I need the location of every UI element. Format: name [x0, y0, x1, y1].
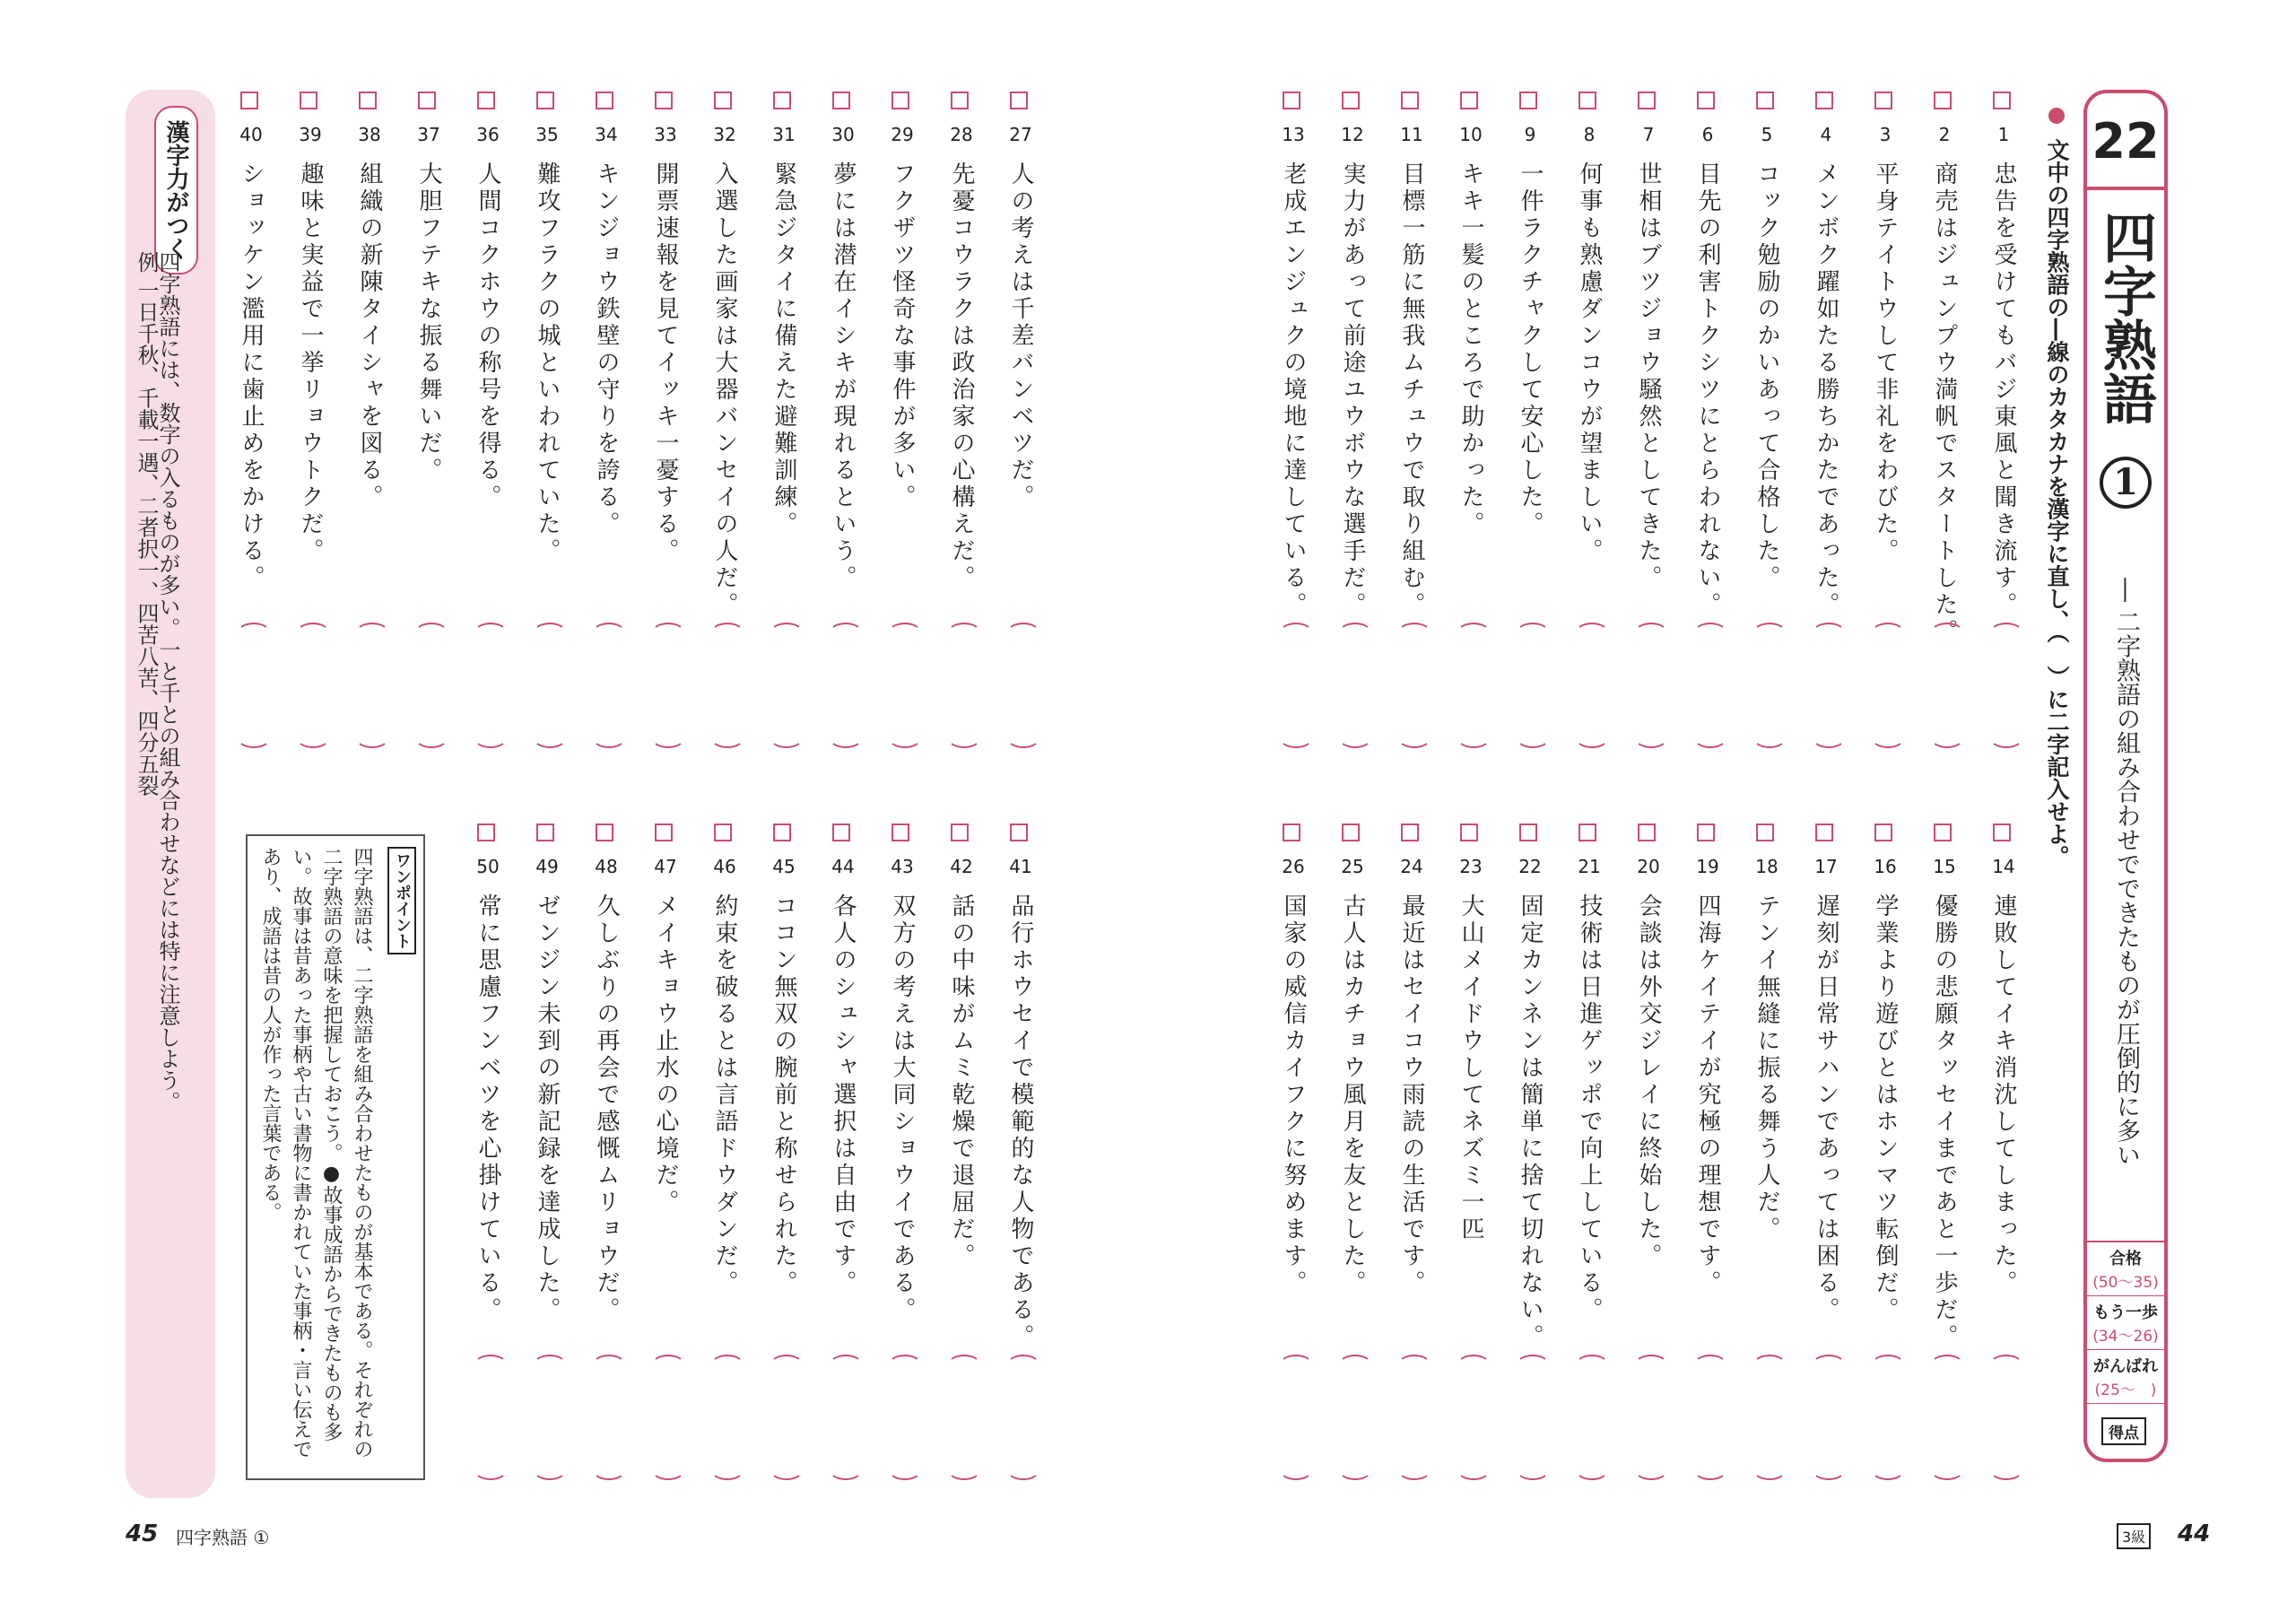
answer-blank[interactable]	[1629, 1355, 1668, 1480]
checkbox[interactable]	[1815, 824, 1833, 841]
score-row	[2087, 1350, 2164, 1404]
score-label: もう一歩	[2093, 1303, 2158, 1322]
level-badge: 3級	[2117, 1523, 2151, 1549]
checkbox[interactable]	[1460, 824, 1478, 841]
question-text: 実力があって前途ユウボウな選手だ。	[1339, 161, 1366, 619]
right-page	[1148, 0, 2296, 1621]
unit-subtitle: ― 二字熟語の組み合わせでできたものが圧倒的に多い	[2112, 578, 2140, 1167]
question-number: 34	[595, 124, 618, 145]
answer-blank[interactable]	[1001, 1355, 1040, 1480]
score-range: (25〜 )	[2094, 1381, 2157, 1399]
question-text: 目先の利害トクシツにとらわれない。	[1694, 161, 1721, 619]
checkbox[interactable]	[477, 92, 495, 109]
checkbox[interactable]	[1756, 824, 1774, 841]
question-text: 最近はセイコウ雨読の生活です。	[1398, 893, 1425, 1297]
answer-blank[interactable]	[587, 1355, 626, 1480]
question-number: 10	[1459, 124, 1483, 145]
checkbox[interactable]	[1993, 824, 2011, 841]
sidebar-body: 四字熟語には、数字の入るものが多い。一と千との組み合わせなどには特に注意しよう。	[155, 251, 180, 1112]
question-item	[1333, 824, 1372, 1505]
checkbox[interactable]	[1283, 92, 1300, 109]
question-item	[1806, 824, 1846, 1505]
question-number: 13	[1282, 124, 1305, 145]
question-number: 9	[1524, 124, 1536, 145]
question-number: 1	[1997, 124, 2010, 145]
question-number: 39	[299, 124, 322, 145]
answer-blank[interactable]	[1001, 623, 1040, 748]
question-item	[883, 824, 922, 1505]
checkbox[interactable]	[655, 824, 673, 841]
score-field-label: 得点	[2101, 1417, 2146, 1445]
question-text: 何事も熟慮ダンコウが望ましい。	[1576, 161, 1603, 565]
checkbox[interactable]	[1638, 824, 1656, 841]
question-item	[1984, 92, 2023, 773]
checkbox[interactable]	[359, 92, 377, 109]
question-item	[1510, 92, 1550, 773]
answer-blank[interactable]	[883, 623, 922, 748]
question-text: 学業より遊びとはホンマツ転倒だ。	[1872, 893, 1899, 1324]
answer-blank[interactable]	[1984, 1355, 2023, 1480]
checkbox[interactable]	[1934, 824, 1952, 841]
question-item	[764, 824, 804, 1505]
answer-blank[interactable]	[1747, 623, 1787, 748]
checkbox[interactable]	[951, 92, 969, 109]
page-label-left: 四字熟語 ①	[176, 1527, 270, 1548]
question-number: 33	[654, 124, 677, 145]
question-item	[587, 92, 626, 773]
question-number: 18	[1755, 856, 1779, 877]
instruction-text: 文中の四字熟語の―線のカタカナを漢字に直し、（ ）に二字記入せよ。	[2044, 138, 2070, 868]
checkbox[interactable]	[1519, 824, 1537, 841]
question-text: 目標一筋に無我ムチュウで取り組む。	[1398, 161, 1425, 619]
question-number: 29	[891, 124, 914, 145]
question-item	[705, 92, 744, 773]
checkbox[interactable]	[1874, 824, 1892, 841]
answer-blank[interactable]	[1570, 1355, 1609, 1480]
checkbox[interactable]	[596, 824, 613, 841]
question-number: 26	[1282, 856, 1305, 877]
question-item	[1001, 92, 1040, 773]
question-number: 35	[535, 124, 559, 145]
page-number-right: 44	[2178, 1521, 2211, 1547]
question-text: 難攻フラクの城といわれていた。	[534, 161, 561, 565]
question-number: 5	[1761, 124, 1773, 145]
checkbox[interactable]	[1283, 824, 1300, 841]
answer-blank[interactable]	[350, 623, 389, 748]
question-text: 平身テイトウして非礼をわびた。	[1872, 161, 1899, 565]
question-text: メイキョウ止水の心境だ。	[652, 893, 679, 1216]
question-text: 人の考えは千差バンベツだ。	[1007, 161, 1034, 511]
question-number: 17	[1814, 856, 1838, 877]
question-number: 30	[831, 124, 855, 145]
onepoint-body: 四字熟語は、二字熟語を組み合わせたものが基本である。それぞれの二字熟語の意味を把握しておこう。●故事成語からできたものも多い。故事は昔あった事柄や古い書物に書かれていた事柄・言い伝えであり、成語は昔の人が作った言葉である。	[259, 847, 373, 1459]
question-text: ゼンジン未到の新記録を達成した。	[534, 893, 561, 1324]
answer-blank[interactable]	[764, 1355, 804, 1480]
question-number: 20	[1637, 856, 1660, 877]
answer-blank[interactable]	[1747, 1355, 1787, 1480]
question-number: 47	[654, 856, 677, 877]
checkbox[interactable]	[1460, 92, 1478, 109]
question-text: 大胆フテキな振る舞いだ。	[415, 161, 442, 484]
question-text: 約束を破るとは言語ドウダンだ。	[711, 893, 738, 1297]
answer-blank[interactable]	[1925, 623, 1964, 748]
question-item	[527, 824, 567, 1505]
answer-blank[interactable]	[1274, 1355, 1313, 1480]
checkbox[interactable]	[1342, 824, 1360, 841]
question-text: 古人はカチョウ風月を友とした。	[1339, 893, 1366, 1297]
instruction	[2039, 108, 2074, 867]
checkbox[interactable]	[1578, 824, 1596, 841]
score-row	[2087, 1296, 2164, 1350]
question-number: 16	[1874, 856, 1897, 877]
question-text: 世相はブツジョウ騒然としてきた。	[1635, 161, 1662, 592]
question-text: コック勉励のかいあって合格した。	[1753, 161, 1780, 592]
question-item	[705, 824, 744, 1505]
question-number: 3	[1879, 124, 1892, 145]
checkbox[interactable]	[1519, 92, 1537, 109]
question-number: 12	[1341, 124, 1364, 145]
question-text: 開票速報を見てイッキ一憂する。	[652, 161, 679, 565]
question-text: 国家の威信カイフクに努めます。	[1280, 893, 1307, 1297]
checkbox[interactable]	[536, 824, 554, 841]
checkbox[interactable]	[951, 824, 969, 841]
question-item	[1925, 92, 1964, 773]
question-item	[1333, 92, 1372, 773]
question-number: 38	[358, 124, 381, 145]
question-number: 6	[1701, 124, 1714, 145]
answer-blank[interactable]	[823, 623, 863, 748]
score-table	[2087, 1241, 2164, 1404]
checkbox[interactable]	[596, 92, 613, 109]
checkbox[interactable]	[536, 92, 554, 109]
question-number: 22	[1518, 856, 1542, 877]
answer-blank[interactable]	[1806, 1355, 1846, 1480]
answer-blank[interactable]	[646, 1355, 685, 1480]
question-item	[527, 92, 567, 773]
checkbox[interactable]	[240, 92, 258, 109]
question-item	[1392, 824, 1431, 1505]
answer-blank[interactable]	[1510, 1355, 1550, 1480]
answer-blank[interactable]	[823, 1355, 863, 1480]
answer-blank[interactable]	[1866, 1355, 1905, 1480]
question-number: 28	[950, 124, 973, 145]
answer-blank[interactable]	[942, 1355, 981, 1480]
question-number: 25	[1341, 856, 1364, 877]
question-number: 36	[476, 124, 500, 145]
question-text: 組織の新陳タイシャを図る。	[356, 161, 383, 511]
question-number: 37	[417, 124, 440, 145]
question-text: メンボク躍如たる勝ちかたであった。	[1813, 161, 1839, 619]
question-text: 四海ケイテイが究極の理想です。	[1694, 893, 1721, 1297]
question-number: 48	[595, 856, 618, 877]
checkbox[interactable]	[1342, 92, 1360, 109]
answer-blank[interactable]	[1806, 623, 1846, 748]
checkbox[interactable]	[655, 92, 673, 109]
page-number-left: 45	[126, 1521, 159, 1547]
question-text: 老成エンジュクの境地に達している。	[1280, 161, 1307, 619]
checkbox[interactable]	[418, 92, 436, 109]
bullet-icon	[2048, 108, 2065, 124]
question-number: 31	[772, 124, 796, 145]
question-number: 40	[239, 124, 263, 145]
checkbox[interactable]	[1697, 92, 1715, 109]
answer-blank[interactable]	[646, 623, 685, 748]
question-number: 7	[1642, 124, 1655, 145]
question-item	[1984, 824, 2023, 1505]
question-text: 連敗してイキ消沈してしまった。	[1990, 893, 2017, 1297]
answer-blank[interactable]	[468, 623, 508, 748]
question-item	[231, 92, 271, 773]
question-text: 緊急ジタイに備えた避難訓練。	[770, 161, 797, 538]
question-text: 人間コクホウの称号を得る。	[474, 161, 501, 511]
answer-blank[interactable]	[1333, 623, 1372, 748]
score-range: (50〜35)	[2092, 1274, 2159, 1292]
unit-number: 22	[2087, 97, 2164, 190]
question-item	[823, 92, 863, 773]
answer-blank[interactable]	[705, 623, 744, 748]
answer-blank[interactable]	[1392, 1355, 1431, 1480]
question-number: 41	[1009, 856, 1032, 877]
question-number: 42	[950, 856, 973, 877]
question-number: 27	[1009, 124, 1032, 145]
checkbox[interactable]	[1638, 92, 1656, 109]
question-item	[1274, 824, 1313, 1505]
answer-blank[interactable]	[1866, 623, 1905, 748]
question-item	[1806, 92, 1846, 773]
question-number: 32	[713, 124, 736, 145]
question-number: 15	[1933, 856, 1956, 877]
unit-title-number: 1	[2100, 457, 2152, 509]
question-item	[1925, 824, 1964, 1505]
answer-blank[interactable]	[1688, 1355, 1727, 1480]
question-item	[1392, 92, 1431, 773]
answer-blank[interactable]	[883, 1355, 922, 1480]
question-text: 会談は外交ジレイに終始した。	[1635, 893, 1662, 1270]
question-number: 23	[1459, 856, 1483, 877]
question-number: 24	[1400, 856, 1423, 877]
checkbox[interactable]	[1934, 92, 1952, 109]
question-item	[1451, 92, 1491, 773]
question-text: 久しぶりの再会で感慨ムリョウだ。	[593, 893, 620, 1324]
checkbox[interactable]	[891, 92, 909, 109]
checkbox[interactable]	[1578, 92, 1596, 109]
question-item	[1688, 824, 1727, 1505]
question-text: 入選した画家は大器バンセイの人だ。	[711, 161, 738, 619]
checkbox[interactable]	[714, 92, 732, 109]
question-text: 夢には潜在イシキが現れるという。	[830, 161, 857, 592]
question-number: 14	[1992, 856, 2015, 877]
question-number: 50	[476, 856, 500, 877]
question-text: 遅刻が日常サハンであっては困る。	[1813, 893, 1839, 1324]
onepoint-label: ワンポイント	[387, 847, 416, 954]
score-label: 合格	[2109, 1250, 2142, 1268]
checkbox[interactable]	[1697, 824, 1715, 841]
answer-blank[interactable]	[1451, 1355, 1491, 1480]
checkbox[interactable]	[1010, 824, 1028, 841]
answer-blank[interactable]	[1925, 1355, 1964, 1480]
checkbox[interactable]	[1756, 92, 1774, 109]
question-text: ショッケン濫用に歯止めをかける。	[238, 161, 265, 592]
sidebar-example: 例 一日千秋、千載一遇、二者択一、四苦八苦、四分五裂	[134, 251, 159, 797]
question-number: 43	[891, 856, 914, 877]
answer-blank[interactable]	[1510, 623, 1550, 748]
question-item	[468, 824, 508, 1505]
question-item	[646, 92, 685, 773]
question-text: キキ一髪のところで助かった。	[1457, 161, 1484, 538]
score-row	[2087, 1242, 2164, 1296]
question-item	[942, 92, 981, 773]
answer-blank[interactable]	[705, 1355, 744, 1480]
question-text: 商売はジュンプウ満帆でスタートした。	[1931, 161, 1958, 646]
question-item	[1570, 92, 1609, 773]
checkbox[interactable]	[1010, 92, 1028, 109]
question-item	[1629, 92, 1668, 773]
answer-blank[interactable]	[942, 623, 981, 748]
question-number: 2	[1938, 124, 1951, 145]
answer-blank[interactable]	[527, 1355, 567, 1480]
question-item	[291, 92, 330, 773]
question-number: 11	[1400, 124, 1423, 145]
question-text: キンジョウ鉄壁の守りを誇る。	[593, 161, 620, 538]
score-range: (34〜26)	[2092, 1328, 2159, 1346]
checkbox[interactable]	[300, 92, 317, 109]
answer-blank[interactable]	[231, 623, 271, 748]
question-number: 4	[1820, 124, 1832, 145]
question-text: テンイ無縫に振る舞う人だ。	[1753, 893, 1780, 1243]
question-text: 優勝の悲願タッセイまであと一歩だ。	[1931, 893, 1958, 1351]
question-text: フクザツ怪奇な事件が多い。	[889, 161, 916, 511]
question-item	[1274, 92, 1313, 773]
answer-blank[interactable]	[1688, 623, 1727, 748]
question-item	[1866, 92, 1905, 773]
question-item	[1866, 824, 1905, 1505]
question-number: 46	[713, 856, 736, 877]
question-text: 双方の考えは大同ショウイである。	[889, 893, 916, 1324]
question-text: 先憂コウラクは政治家の心構えだ。	[948, 161, 975, 592]
question-item	[409, 92, 448, 773]
answer-blank[interactable]	[468, 1355, 508, 1480]
answer-blank[interactable]	[1629, 623, 1668, 748]
answer-blank[interactable]	[764, 623, 804, 748]
question-text: 常に思慮フンベツを心掛けている。	[474, 893, 501, 1324]
checkbox[interactable]	[1993, 92, 2011, 109]
answer-blank[interactable]	[587, 623, 626, 748]
answer-blank[interactable]	[1392, 623, 1431, 748]
question-item	[823, 824, 863, 1505]
unit-title	[2087, 210, 2164, 509]
answer-blank[interactable]	[1984, 623, 2023, 748]
answer-blank[interactable]	[409, 623, 448, 748]
checkbox[interactable]	[773, 824, 791, 841]
question-number: 44	[831, 856, 855, 877]
question-text: 各人のシュシャ選択は自由です。	[830, 893, 857, 1297]
question-number: 49	[535, 856, 559, 877]
question-item	[1510, 824, 1550, 1505]
question-number: 45	[772, 856, 796, 877]
score-label: がんばれ	[2093, 1357, 2158, 1376]
question-item	[764, 92, 804, 773]
question-text: 固定カンネンは簡単に捨て切れない。	[1517, 893, 1544, 1351]
checkbox[interactable]	[1874, 92, 1892, 109]
checkbox[interactable]	[1815, 92, 1833, 109]
question-item	[1747, 824, 1787, 1505]
question-item	[587, 824, 626, 1505]
question-item	[350, 92, 389, 773]
checkbox[interactable]	[477, 824, 495, 841]
question-text: 忠告を受けてもバジ東風と聞き流す。	[1990, 161, 2017, 619]
question-item	[1001, 824, 1040, 1505]
question-number: 8	[1583, 124, 1596, 145]
checkbox[interactable]	[891, 824, 909, 841]
question-text: 話の中味がムミ乾燥で退屈だ。	[948, 893, 975, 1270]
question-item	[1747, 92, 1787, 773]
answer-blank[interactable]	[1333, 1355, 1372, 1480]
question-text: 技術は日進ゲッポで向上している。	[1576, 893, 1603, 1324]
question-item	[1688, 92, 1727, 773]
answer-blank[interactable]	[527, 623, 567, 748]
question-item	[1629, 824, 1668, 1505]
unit-title-text: 四字熟語	[2094, 210, 2157, 425]
answer-blank[interactable]	[291, 623, 330, 748]
question-item	[1570, 824, 1609, 1505]
question-item	[1451, 824, 1491, 1505]
checkbox[interactable]	[1401, 824, 1419, 841]
question-text: 品行ホウセイで模範的な人物である。	[1007, 893, 1034, 1351]
question-text: 一件ラクチャクして安心した。	[1517, 161, 1544, 538]
checkbox[interactable]	[1401, 92, 1419, 109]
answer-blank[interactable]	[1274, 623, 1313, 748]
question-item	[646, 824, 685, 1505]
question-text: 大山メイドウしてネズミ一匹	[1457, 893, 1484, 1243]
question-number: 21	[1578, 856, 1601, 877]
sidebar-heading: 漢字力がつく	[154, 106, 198, 275]
answer-blank[interactable]	[1570, 623, 1609, 748]
question-item	[942, 824, 981, 1505]
question-item	[468, 92, 508, 773]
question-text: 趣味と実益で一挙リョウトクだ。	[297, 161, 324, 565]
answer-blank[interactable]	[1451, 623, 1491, 748]
checkbox[interactable]	[832, 824, 850, 841]
checkbox[interactable]	[773, 92, 791, 109]
question-number: 19	[1696, 856, 1719, 877]
question-item	[883, 92, 922, 773]
question-text: ココン無双の腕前と称せられた。	[770, 893, 797, 1297]
checkbox[interactable]	[714, 824, 732, 841]
checkbox[interactable]	[832, 92, 850, 109]
